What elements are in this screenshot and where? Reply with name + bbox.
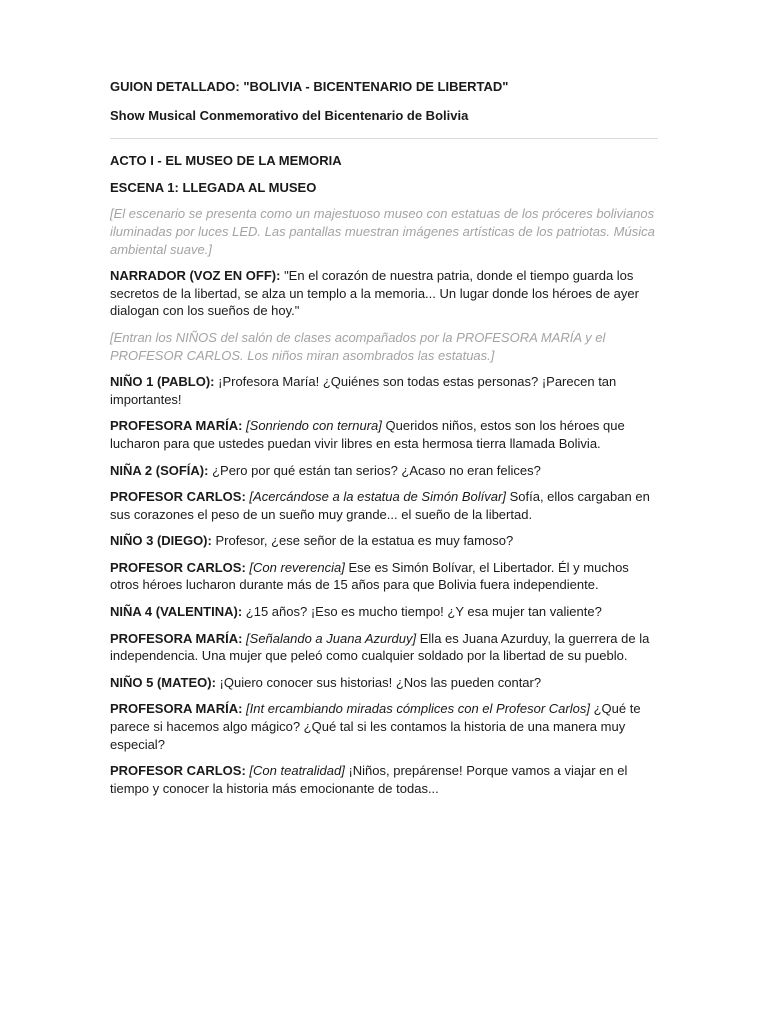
speaker-name: NIÑO 5 (MATEO):: [110, 674, 216, 690]
speaker-name: PROFESOR CARLOS:: [110, 763, 246, 779]
stage-aside: [Con teatralidad]: [249, 763, 345, 779]
stage-aside: [Señalando a Juana Azurduy]: [246, 630, 417, 646]
dialogue-text: ¿15 años? ¡Eso es mucho tiempo! ¿Y esa mujer tan valiente?: [245, 604, 602, 620]
dialogue-text: ¿Pero por qué están tan serios? ¿Acaso no eran felices?: [212, 462, 541, 478]
dialogue-text: "En el corazón de nuestra patria, donde el tiempo guarda los secretos de la libertad, se alza un templo a la memoria... Un lugar donde los héroes de ayer dialogan con los sueños de hoy.": [110, 268, 639, 319]
speaker-name: PROFESORA MARÍA:: [110, 630, 243, 646]
act-heading: ACTO I - EL MUSEO DE LA MEMORIA: [110, 153, 342, 169]
dialogue-line: [110, 559, 658, 594]
document-page: [110, 78, 658, 806]
stage-direction: [Entran los NIÑOS del salón de clases acompañados por la PROFESORA MARÍA y el PROFESOR CARLOS. Los niños miran asombrados las estatuas.]: [110, 329, 606, 363]
stage-aside: [Con reverencia]: [249, 559, 345, 575]
dialogue-line: [110, 488, 658, 523]
script-body: [110, 205, 658, 797]
speaker-name: NIÑA 2 (SOFÍA):: [110, 462, 209, 478]
dialogue-text: ¿Qué te parece si hacemos algo mágico? ¿Qué tal si les contamos la historia de una manera muy especial?: [110, 701, 641, 752]
dialogue-text: Queridos niños, estos son los héroes que lucharon para que ustedes puedan vivir libres en esta hermosa tierra llamada Bolivia.: [110, 418, 625, 451]
dialogue-line: [110, 603, 658, 621]
speaker-name: PROFESORA MARÍA:: [110, 418, 243, 434]
dialogue-line: [110, 267, 658, 320]
speaker-name: NIÑA 4 (VALENTINA):: [110, 604, 243, 620]
document-subtitle: Show Musical Conmemorativo del Bicentenario de Bolivia: [110, 107, 469, 123]
stage-aside: [Sonriendo con ternura]: [246, 418, 382, 434]
speaker-name: NARRADOR (VOZ EN OFF):: [110, 268, 281, 284]
stage-aside: [Int ercambiando miradas cómplices con el Profesor Carlos]: [246, 701, 590, 717]
dialogue-line: [110, 462, 658, 480]
dialogue-line: [110, 674, 658, 692]
speaker-name: PROFESOR CARLOS:: [110, 559, 246, 575]
speaker-name: PROFESOR CARLOS:: [110, 489, 246, 505]
dialogue-text: Profesor, ¿ese señor de la estatua es muy famoso?: [215, 533, 514, 549]
dialogue-text: Ella es Juana Azurduy, la guerrera de la independencia. Una mujer que peleó como cualquier soldado por la libertad de su pueblo.: [110, 630, 650, 664]
dialogue-text: Sofía, ellos cargaban en sus corazones el peso de un sueño muy grande... el sueño de la libertad.: [110, 489, 650, 522]
dialogue-line: [110, 532, 658, 550]
dialogue-text: ¡Quiero conocer sus historias! ¿Nos las pueden contar?: [219, 674, 542, 690]
dialogue-line: [110, 373, 658, 408]
scene-heading: ESCENA 1: LLEGADA AL MUSEO: [110, 179, 317, 195]
dialogue-line: [110, 700, 658, 753]
dialogue-line: [110, 417, 658, 452]
dialogue-line: [110, 630, 658, 665]
speaker-name: NIÑO 3 (DIEGO):: [110, 533, 212, 549]
dialogue-text: ¡Niños, prepárense! Porque vamos a viajar en el tiempo y conocer la historia más emocionante de todas...: [110, 763, 628, 796]
divider: [110, 138, 658, 139]
stage-aside: [Acercándose a la estatua de Simón Bolívar]: [249, 489, 506, 505]
dialogue-line: [110, 762, 658, 797]
dialogue-text: ¡Profesora María! ¿Quiénes son todas estas personas? ¡Parecen tan importantes!: [110, 374, 617, 407]
document-title: GUION DETALLADO: "BOLIVIA - BICENTENARIO DE LIBERTAD": [110, 79, 509, 94]
speaker-name: NIÑO 1 (PABLO):: [110, 374, 215, 390]
speaker-name: PROFESORA MARÍA:: [110, 701, 243, 717]
dialogue-text: Ese es Simón Bolívar, el Libertador. Él y muchos otros héroes lucharon durante más de 15 años para que Bolivia fuera independiente.: [110, 559, 629, 593]
stage-direction: [El escenario se presenta como un majestuoso museo con estatuas de los próceres bolivianos iluminadas por luces LED. Las pantallas muestran imágenes artísticas de los patriotas. Música ambiental suave.]: [110, 206, 655, 257]
